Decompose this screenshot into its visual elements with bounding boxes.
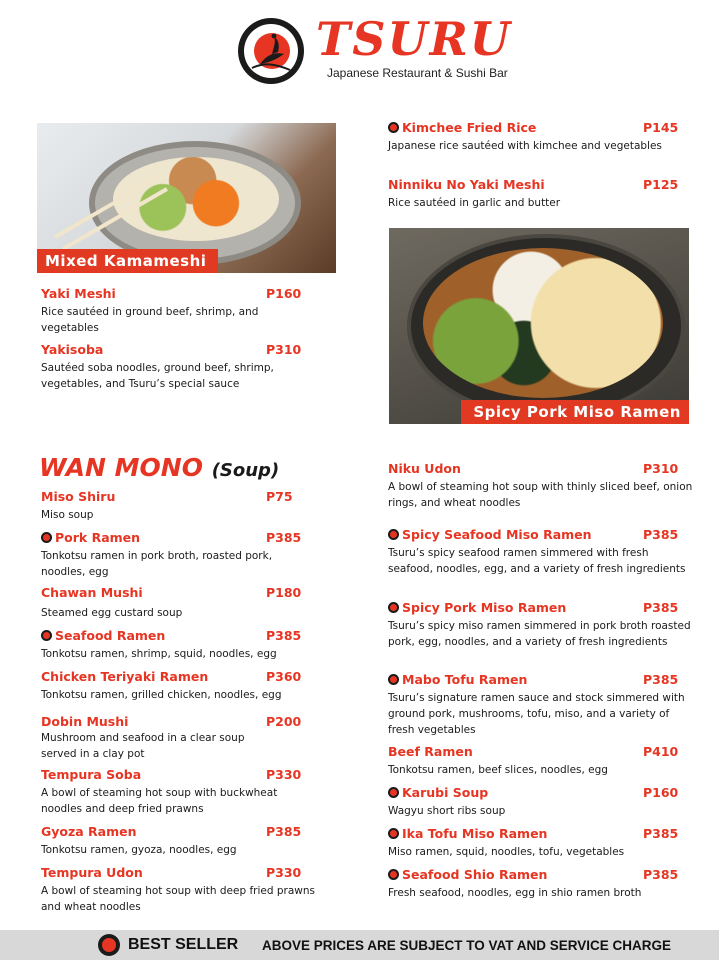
item-description: Sautéed soba noodles, ground beef, shrimp, vegetables, and Tsuru’s special sauce: [41, 362, 274, 390]
item-description: Tonkotsu ramen, gyoza, noodles, egg: [41, 844, 237, 856]
menu-header: [0, 0, 719, 96]
item-name: Ninniku No Yaki Meshi: [388, 177, 545, 192]
item-name: Mabo Tofu Ramen: [388, 672, 527, 688]
best-seller-icon: [98, 934, 120, 956]
item-price: P385: [643, 826, 679, 841]
item-name: Spicy Seafood Miso Ramen: [388, 527, 592, 543]
best-seller-icon: [388, 122, 399, 133]
brand-title: TSURU: [316, 12, 512, 66]
item-price: P160: [643, 785, 679, 800]
item-price: P385: [266, 628, 302, 643]
best-seller-icon: [388, 602, 399, 613]
item-price: P385: [266, 824, 302, 839]
best-seller-icon: [388, 674, 399, 685]
item-price: P385: [643, 600, 679, 615]
item-description: A bowl of steaming hot soup with buckwheat noodles and deep fried prawns: [41, 787, 278, 815]
item-name: Dobin Mushi: [41, 714, 129, 729]
spicy-pork-miso-ramen-photo: [389, 228, 689, 424]
crane-logo-icon: [238, 18, 304, 84]
item-name: Tempura Udon: [41, 865, 143, 880]
item-description: Tonkotsu ramen in pork broth, roasted pork, noodles, egg: [41, 550, 273, 578]
item-description: Tonkotsu ramen, shrimp, squid, noodles, egg: [41, 648, 277, 660]
item-price: P125: [643, 177, 679, 192]
item-name: Kimchee Fried Rice: [388, 120, 536, 136]
item-price: P410: [643, 744, 679, 759]
item-price: P385: [643, 867, 679, 882]
item-name: Yaki Meshi: [41, 286, 116, 301]
item-description: Wagyu short ribs soup: [388, 805, 506, 817]
item-name: Miso Shiru: [41, 489, 116, 504]
item-description: Miso ramen, squid, noodles, tofu, vegetables: [388, 846, 625, 858]
item-description: Tsuru’s signature ramen sauce and stock simmered with ground pork, mushrooms, tofu, miso, and a variety of fresh vegetables: [388, 692, 685, 736]
menu-footer: [0, 930, 719, 960]
item-description: Rice sautéed in ground beef, shrimp, and vegetables: [41, 306, 259, 334]
item-price: P145: [643, 120, 679, 135]
item-description: Tsuru’s spicy seafood ramen simmered with fresh seafood, noodles, egg, and a variety of fresh ingredients: [388, 547, 686, 575]
best-seller-icon: [388, 787, 399, 798]
item-price: P385: [266, 530, 302, 545]
item-name: Beef Ramen: [388, 744, 473, 759]
item-price: P200: [266, 714, 302, 729]
item-price: P360: [266, 669, 302, 684]
best-seller-icon: [41, 532, 52, 543]
item-description: Mushroom and seafood in a clear soup served in a clay pot: [41, 732, 245, 760]
item-name: Spicy Pork Miso Ramen: [388, 600, 566, 616]
item-description: Tonkotsu ramen, grilled chicken, noodles, egg: [41, 689, 282, 701]
item-description: A bowl of steaming hot soup with thinly sliced beef, onion rings, and wheat noodles: [388, 481, 693, 509]
item-name: Seafood Ramen: [41, 628, 165, 644]
item-name: Pork Ramen: [41, 530, 140, 546]
item-name: Gyoza Ramen: [41, 824, 137, 839]
brand-tagline: Japanese Restaurant & Sushi Bar: [327, 66, 508, 80]
item-name: Tempura Soba: [41, 767, 142, 782]
item-price: P330: [266, 767, 302, 782]
best-seller-legend: BEST SELLER: [128, 936, 239, 953]
item-price: P180: [266, 585, 302, 600]
vat-note: ABOVE PRICES ARE SUBJECT TO VAT AND SERVICE CHARGE: [262, 938, 672, 953]
item-name: Chawan Mushi: [41, 585, 143, 600]
mixed-kamameshi-photo: [37, 123, 336, 273]
item-description: Fresh seafood, noodles, egg in shio ramen broth: [388, 887, 642, 899]
item-price: P385: [643, 672, 679, 687]
item-price: P160: [266, 286, 302, 301]
item-name: Seafood Shio Ramen: [388, 867, 547, 883]
item-price: P330: [266, 865, 302, 880]
item-description: A bowl of steaming hot soup with deep fried prawns and wheat noodles: [41, 885, 316, 913]
item-description: Tonkotsu ramen, beef slices, noodles, egg: [388, 764, 608, 776]
item-name: Ika Tofu Miso Ramen: [388, 826, 547, 842]
item-description: Miso soup: [41, 509, 94, 521]
item-name: Karubi Soup: [388, 785, 488, 801]
section-title-wan-mono: WAN MONO (Soup): [39, 453, 280, 482]
best-seller-icon: [388, 869, 399, 880]
item-price: P385: [643, 527, 679, 542]
item-name: Yakisoba: [41, 342, 104, 357]
item-description: Tsuru’s spicy miso ramen simmered in pork broth roasted pork, egg, noodles, and a variety of fresh ingredients: [388, 620, 691, 648]
item-price: P75: [266, 489, 293, 504]
best-seller-icon: [388, 828, 399, 839]
item-name: Chicken Teriyaki Ramen: [41, 669, 209, 684]
best-seller-icon: [41, 630, 52, 641]
photo-caption: Mixed Kamameshi: [37, 249, 218, 273]
item-price: P310: [266, 342, 302, 357]
item-description: Rice sautéed in garlic and butter: [388, 197, 561, 209]
item-description: Steamed egg custard soup: [41, 607, 183, 619]
photo-caption: Spicy Pork Miso Ramen: [461, 400, 689, 424]
item-price: P310: [643, 461, 679, 476]
item-name: Niku Udon: [388, 461, 461, 476]
best-seller-icon: [388, 529, 399, 540]
item-description: Japanese rice sautéed with kimchee and vegetables: [388, 140, 662, 152]
